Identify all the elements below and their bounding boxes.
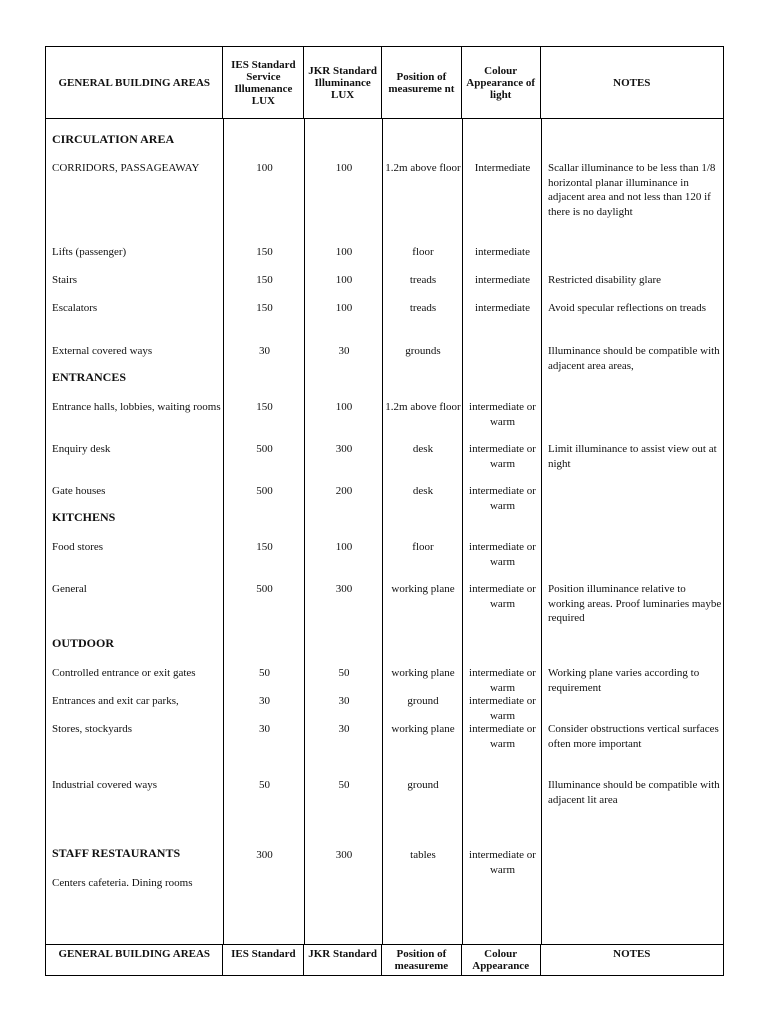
cell-ies: 50 bbox=[259, 779, 270, 791]
cell-position: working plane bbox=[391, 667, 455, 679]
cell-colour: intermediate or warm bbox=[469, 443, 536, 470]
cell-notes: Restricted disability glare bbox=[548, 274, 662, 286]
cell-position: tables bbox=[410, 849, 436, 861]
cell-colour: Intermediate bbox=[474, 162, 531, 174]
section-kitchens: KITCHENS bbox=[52, 510, 116, 524]
cell-position: treads bbox=[409, 274, 437, 286]
cell-ies: 500 bbox=[256, 443, 273, 455]
cell-area: Stairs bbox=[52, 274, 78, 286]
header-colour-appearance: Colour Appearance bbox=[462, 945, 541, 975]
cell-position: working plane bbox=[391, 723, 455, 735]
cell-jkr: 50 bbox=[338, 779, 350, 791]
cell-jkr: 100 bbox=[335, 246, 353, 258]
cell-jkr: 300 bbox=[335, 443, 353, 455]
repeated-table-header bbox=[46, 944, 723, 975]
cell-area: Controlled entrance or exit gates bbox=[52, 667, 196, 679]
header-general-building-areas: GENERAL BUILDING AREAS bbox=[46, 945, 223, 975]
table-header bbox=[46, 47, 723, 119]
cell-colour: intermediate or warm bbox=[469, 401, 536, 428]
cell-area: Entrances and exit car parks, bbox=[52, 695, 179, 707]
cell-colour: intermediate or warm bbox=[469, 667, 536, 694]
cell-jkr: 100 bbox=[335, 162, 353, 174]
cell-ies: 150 bbox=[256, 302, 273, 314]
cell-position: working plane bbox=[391, 583, 455, 595]
cell-ies: 50 bbox=[259, 667, 270, 679]
cell-position: ground bbox=[407, 695, 439, 707]
cell-ies: 150 bbox=[256, 401, 273, 413]
column-divider bbox=[382, 119, 383, 944]
cell-area: CORRIDORS, PASSAGEAWAY bbox=[52, 162, 200, 174]
cell-position: 1.2m above floor bbox=[385, 401, 461, 413]
cell-ies: 150 bbox=[256, 246, 273, 258]
cell-jkr: 30 bbox=[338, 695, 350, 707]
cell-colour: intermediate bbox=[475, 246, 530, 258]
cell-colour: intermediate or warm bbox=[469, 541, 536, 568]
cell-colour: intermediate bbox=[475, 274, 530, 286]
cell-jkr: 30 bbox=[338, 723, 350, 735]
cell-jkr: 50 bbox=[338, 667, 350, 679]
cell-notes: Position illuminance relative to working areas. Proof luminaries maybe required bbox=[548, 583, 722, 624]
cell-notes: Illuminance should be compatible with adjacent lit area bbox=[548, 779, 720, 806]
cell-position: 1.2m above floor bbox=[385, 162, 461, 174]
cell-notes: Avoid specular reflections on treads bbox=[548, 302, 707, 314]
cell-ies: 30 bbox=[259, 695, 270, 707]
cell-position: floor bbox=[412, 246, 434, 258]
cell-jkr: 300 bbox=[335, 583, 353, 595]
cell-colour: intermediate or warm bbox=[469, 485, 536, 512]
column-divider bbox=[462, 119, 463, 944]
cell-jkr: 200 bbox=[335, 485, 353, 497]
cell-colour: intermediate bbox=[475, 302, 530, 314]
cell-position: desk bbox=[412, 485, 434, 497]
cell-jkr: 300 bbox=[335, 849, 353, 861]
cell-ies: 150 bbox=[256, 274, 273, 286]
cell-area: Food stores bbox=[52, 541, 104, 553]
cell-ies: 500 bbox=[256, 485, 273, 497]
cell-area: Entrance halls, lobbies, waiting rooms bbox=[52, 401, 221, 413]
header-ies-standard: IES Standard bbox=[223, 945, 304, 975]
header-position-of-measurement: Position of measureme nt bbox=[382, 47, 462, 118]
cell-area: Industrial covered ways bbox=[52, 779, 158, 791]
header-ies-standard: IES Standard Service Illumenance LUX bbox=[223, 47, 304, 118]
cell-jkr: 100 bbox=[335, 302, 353, 314]
cell-jkr: 100 bbox=[335, 401, 353, 413]
cell-position: treads bbox=[409, 302, 437, 314]
header-position-of-measurement: Position of measureme bbox=[382, 945, 462, 975]
cell-colour: intermediate or warm bbox=[469, 583, 536, 610]
table-body bbox=[46, 119, 723, 944]
cell-area: General bbox=[52, 583, 87, 595]
cell-colour: intermediate or warm bbox=[469, 695, 536, 722]
cell-position: grounds bbox=[405, 345, 441, 357]
cell-area: Centers cafeteria. Dining rooms bbox=[52, 877, 193, 889]
header-jkr-standard: JKR Standard bbox=[304, 945, 382, 975]
cell-position: ground bbox=[407, 779, 439, 791]
cell-notes: Working plane varies according to requirement bbox=[548, 667, 700, 694]
section-entrances: ENTRANCES bbox=[52, 370, 127, 384]
cell-area: External covered ways bbox=[52, 345, 153, 357]
cell-area: Lifts (passenger) bbox=[52, 246, 127, 258]
cell-jkr: 30 bbox=[338, 345, 350, 357]
cell-colour: intermediate or warm bbox=[469, 849, 536, 876]
lighting-standards-table bbox=[45, 46, 724, 976]
header-notes: NOTES bbox=[613, 76, 651, 89]
column-divider bbox=[541, 119, 542, 944]
header-general-building-areas: GENERAL BUILDING AREAS bbox=[46, 47, 223, 118]
cell-notes: Limit illuminance to assist view out at night bbox=[548, 443, 717, 470]
cell-ies: 500 bbox=[256, 583, 273, 595]
cell-position: desk bbox=[412, 443, 434, 455]
cell-ies: 30 bbox=[259, 723, 270, 735]
cell-colour: intermediate or warm bbox=[469, 723, 536, 750]
column-divider bbox=[223, 119, 224, 944]
section-circulation-area: CIRCULATION AREA bbox=[52, 132, 175, 146]
cell-notes: Scallar illuminance to be less than 1/8 horizontal planar illuminance in adjacent area and not less than 120 if there is no daylight bbox=[548, 162, 716, 218]
cell-position: floor bbox=[412, 541, 434, 553]
cell-jkr: 100 bbox=[335, 541, 353, 553]
cell-ies: 100 bbox=[256, 162, 273, 174]
cell-ies: 30 bbox=[259, 345, 270, 357]
section-staff-restaurants: STAFF RESTAURANTS bbox=[52, 846, 181, 860]
section-outdoor: OUTDOOR bbox=[52, 636, 115, 650]
cell-area: Escalators bbox=[52, 302, 98, 314]
header-jkr-standard: JKR Standard Illuminance LUX bbox=[304, 47, 382, 118]
cell-area: Enquiry desk bbox=[52, 443, 111, 455]
header-colour-appearance: Colour Appearance of light bbox=[462, 47, 541, 118]
column-divider bbox=[304, 119, 305, 944]
header-notes: NOTES bbox=[613, 948, 651, 960]
cell-area: Stores, stockyards bbox=[52, 723, 133, 735]
cell-ies: 150 bbox=[256, 541, 273, 553]
cell-notes: Illuminance should be compatible with adjacent area areas, bbox=[548, 345, 720, 372]
cell-area: Gate houses bbox=[52, 485, 106, 497]
cell-jkr: 100 bbox=[335, 274, 353, 286]
cell-notes: Consider obstructions vertical surfaces often more important bbox=[548, 723, 719, 750]
cell-ies: 300 bbox=[256, 849, 273, 861]
